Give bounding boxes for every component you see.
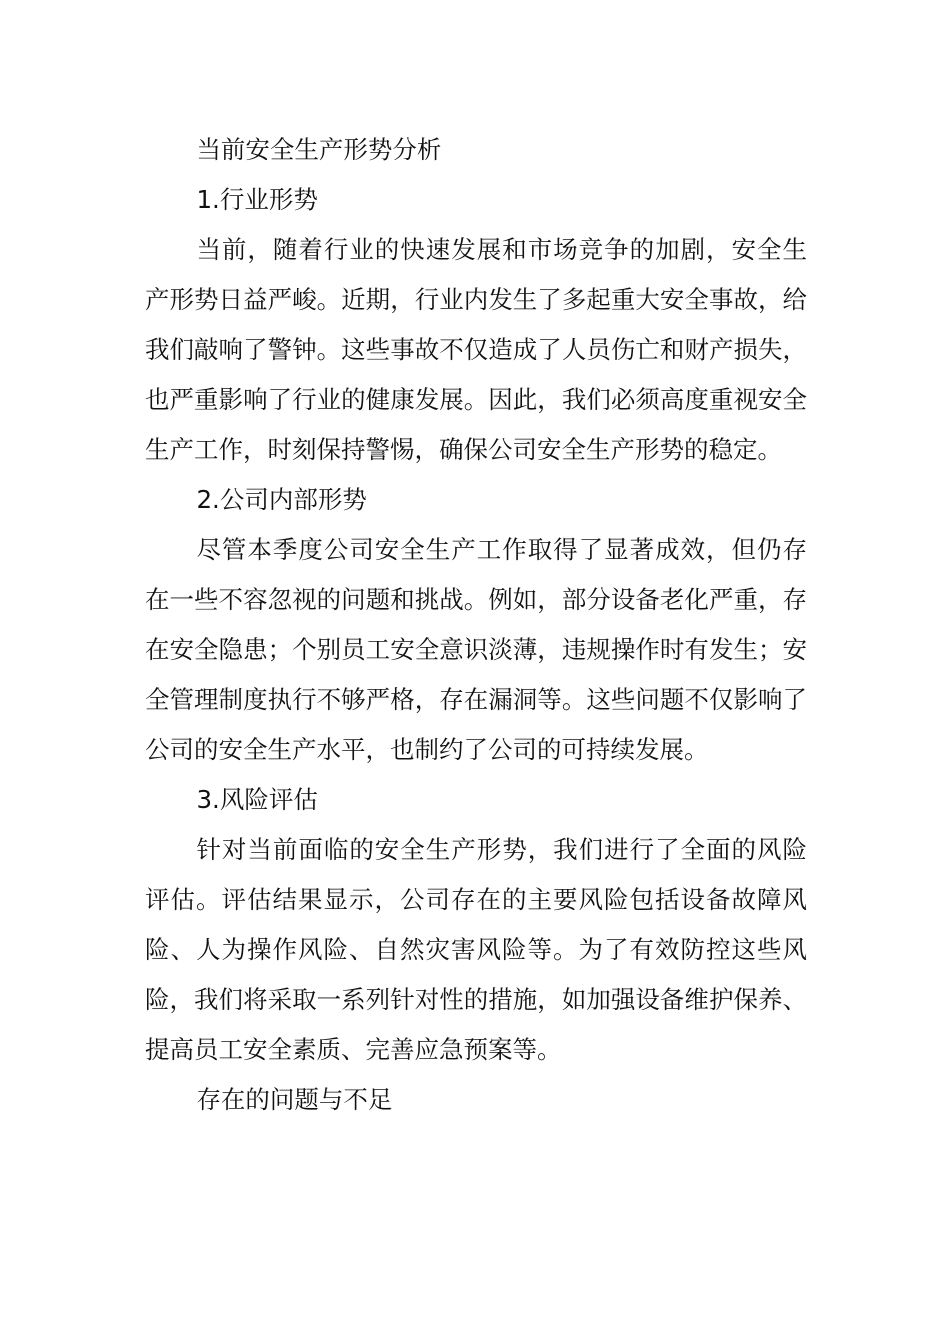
paragraph-risk: 针对当前面临的安全生产形势，我们进行了全面的风险评估。评估结果显示，公司存在的主要风险包括设备故障风险、人为操作风险、自然灾害风险等。为了有效防控这些风险，我们将采取一系列针对性的措施，如加强设备维护保养、提高员工安全素质、完善应急预案等。 <box>145 835 807 1064</box>
document-body <box>145 125 807 1125</box>
section-title-situation-analysis: 当前安全生产形势分析 <box>196 135 442 164</box>
subsection-title-risk: 3.风险评估 <box>196 785 318 814</box>
subsection-title-industry: 1.行业形势 <box>196 185 318 214</box>
paragraph-industry: 当前，随着行业的快速发展和市场竞争的加剧，安全生产形势日益严峻。近期，行业内发生了多起重大安全事故，给我们敲响了警钟。这些事故不仅造成了人员伤亡和财产损失，也严重影响了行业的健康发展。因此，我们必须高度重视安全生产工作，时刻保持警惕，确保公司安全生产形势的稳定。 <box>145 235 807 464</box>
section-title-problems: 存在的问题与不足 <box>196 1085 393 1114</box>
paragraph-internal: 尽管本季度公司安全生产工作取得了显著成效，但仍存在一些不容忽视的问题和挑战。例如，部分设备老化严重，存在安全隐患；个别员工安全意识淡薄，违规操作时有发生；安全管理制度执行不够严格，存在漏洞等。这些问题不仅影响了公司的安全生产水平，也制约了公司的可持续发展。 <box>145 535 807 764</box>
subsection-title-internal: 2.公司内部形势 <box>196 485 367 514</box>
